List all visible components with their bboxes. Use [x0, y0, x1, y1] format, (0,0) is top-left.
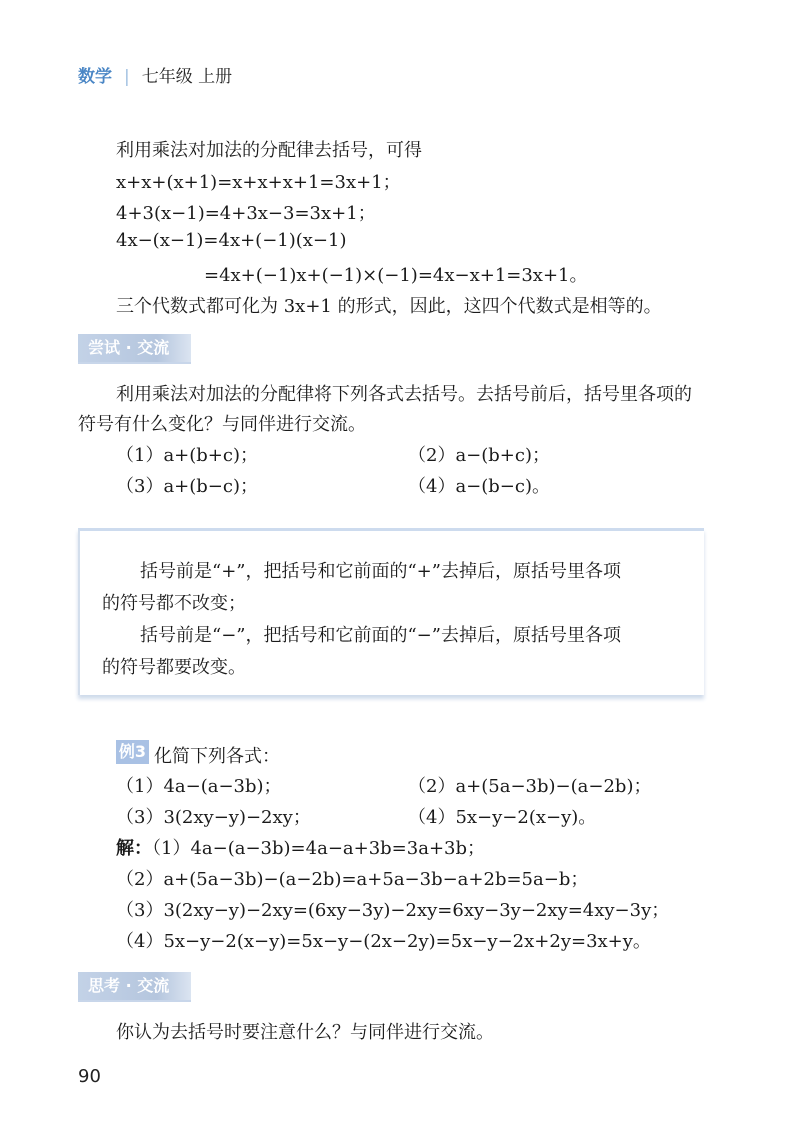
intro-equation-1: x+x+(x+1)=x+x+x+1=3x+1； [116, 172, 401, 193]
rule-line-1: 括号前是“+”，把括号和它前面的“+”去掉后，原括号里各项 [140, 561, 621, 582]
solution-line-1 [116, 834, 485, 860]
example-item-2: （2）a+(5a−3b)−(a−2b)； [408, 776, 652, 797]
think-section-tab: 思考 · 交流 [78, 972, 191, 1002]
rule-line-2: 的符号都不改变； [102, 593, 246, 614]
intro-equation-3b: =4x+(−1)x+(−1)×(−1)=4x−x+1=3x+1。 [204, 265, 588, 286]
example-item-4: （4）5x−y−2(x−y)。 [408, 807, 597, 828]
intro-line: 利用乘法对加法的分配律去括号，可得 [116, 140, 422, 161]
page-number: 90 [78, 1066, 101, 1087]
try-item-3: （3）a+(b−c)； [116, 476, 258, 497]
solution-3: （3）3(2xy−y)−2xy=(6xy−3y)−2xy=6xy−3y−2xy=4xy−3y； [116, 900, 670, 921]
example-item-1: （1）4a−(a−3b)； [116, 776, 282, 797]
try-line-2: 符号有什么变化？与同伴进行交流。 [78, 414, 366, 435]
try-item-1: （1）a+(b+c)； [116, 445, 258, 466]
example-badge: 例3 [116, 740, 149, 764]
think-line-1: 你认为去括号时要注意什么？与同伴进行交流。 [116, 1022, 494, 1043]
try-item-4: （4）a−(b−c)。 [408, 476, 550, 497]
intro-equation-2: 4+3(x−1)=4+3x−3=3x+1； [116, 203, 376, 224]
header-grade: 七年级 上册 [141, 67, 233, 87]
solution-2: （2）a+(5a−3b)−(a−2b)=a+5a−3b−a+2b=5a−b； [116, 869, 589, 890]
rule-line-4: 的符号都要改变。 [102, 657, 246, 678]
solution-1: （1）4a−(a−3b)=4a−a+3b=3a+3b； [152, 838, 486, 859]
intro-equation-3a: 4x−(x−1)=4x+(−1)(x−1) [116, 230, 347, 251]
example-title: 化简下列各式： [154, 746, 280, 767]
rule-line-3: 括号前是“−”，把括号和它前面的“−”去掉后，原括号里各项 [140, 625, 621, 646]
solution-4: （4）5x−y−2(x−y)=5x−y−(2x−2y)=5x−y−2x+2y=3x+y。 [116, 931, 651, 952]
header-subject: 数学 [78, 67, 112, 87]
solution-label: 解： [116, 838, 152, 859]
try-section-tab: 尝试 · 交流 [78, 334, 191, 364]
try-item-2: （2）a−(b+c)； [408, 445, 550, 466]
intro-conclusion: 三个代数式都可化为 3x+1 的形式，因此，这四个代数式是相等的。 [116, 296, 662, 317]
example-item-3: （3）3(2xy−y)−2xy； [116, 807, 311, 828]
try-line-1: 利用乘法对加法的分配律将下列各式去括号。去括号前后，括号里各项的 [116, 384, 692, 405]
page-header [78, 62, 232, 87]
header-separator: | [124, 67, 130, 87]
